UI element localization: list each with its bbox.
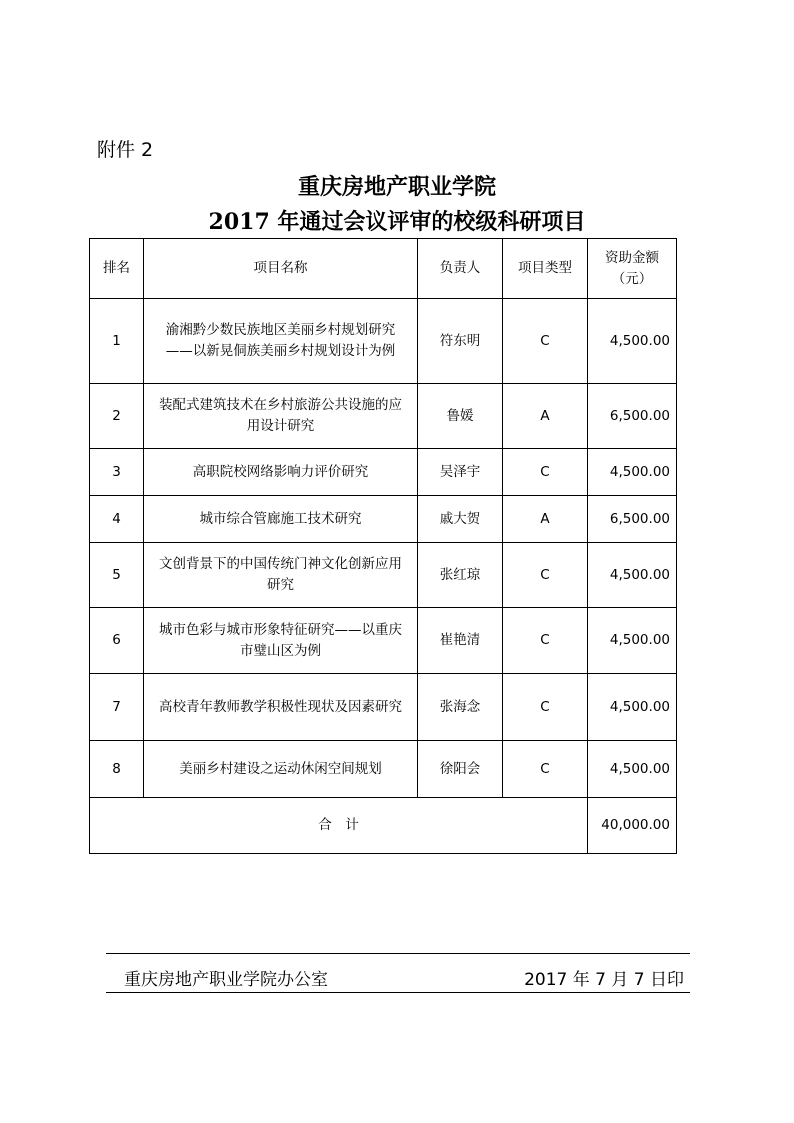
- table-header-row: [90, 239, 677, 299]
- type-cell: C: [503, 741, 588, 798]
- type-cell: C: [503, 543, 588, 608]
- project-name-cell: 高校青年教师教学积极性现状及因素研究: [144, 674, 418, 741]
- header-leader: 负责人: [418, 239, 503, 299]
- leader-cell: 张海念: [418, 674, 503, 741]
- leader-cell: 符东明: [418, 299, 503, 384]
- table-row: [90, 543, 677, 608]
- rank-cell: 2: [90, 384, 144, 449]
- project-name-cell: 渝湘黔少数民族地区美丽乡村规划研究——以新晃侗族美丽乡村规划设计为例: [144, 299, 418, 384]
- leader-cell: 崔艳清: [418, 608, 503, 674]
- amount-cell: 4,500.00: [588, 299, 677, 384]
- leader-cell: 徐阳会: [418, 741, 503, 798]
- type-cell: C: [503, 299, 588, 384]
- rank-cell: 8: [90, 741, 144, 798]
- document-title: 重庆房地产职业学院: [297, 174, 496, 200]
- amount-cell: 6,500.00: [588, 496, 677, 543]
- table-row: [90, 741, 677, 798]
- rank-cell: 6: [90, 608, 144, 674]
- amount-cell: 4,500.00: [588, 543, 677, 608]
- type-cell: C: [503, 608, 588, 674]
- amount-cell: 4,500.00: [588, 608, 677, 674]
- table-row: [90, 496, 677, 543]
- amount-cell: 4,500.00: [588, 449, 677, 496]
- total-row: [90, 798, 677, 854]
- rank-cell: 1: [90, 299, 144, 384]
- projects-table: [89, 238, 677, 854]
- table-row: [90, 384, 677, 449]
- rank-cell: 4: [90, 496, 144, 543]
- project-name-cell: 装配式建筑技术在乡村旅游公共设施的应用设计研究: [144, 384, 418, 449]
- table-row: [90, 608, 677, 674]
- leader-cell: 鲁媛: [418, 384, 503, 449]
- rank-cell: 5: [90, 543, 144, 608]
- rank-cell: 7: [90, 674, 144, 741]
- leader-cell: 戚大贺: [418, 496, 503, 543]
- footer-date: 2017 年 7 月 7 日印: [524, 970, 684, 990]
- table-row: [90, 449, 677, 496]
- total-label: 合 计: [90, 798, 588, 854]
- type-cell: A: [503, 384, 588, 449]
- footer: [106, 953, 690, 993]
- header-type: 项目类型: [503, 239, 588, 299]
- total-amount: 40,000.00: [588, 798, 677, 854]
- header-rank: 排名: [90, 239, 144, 299]
- project-name-cell: 城市综合管廊施工技术研究: [144, 496, 418, 543]
- attachment-label: 附件 2: [97, 139, 154, 161]
- project-name-cell: 美丽乡村建设之运动休闲空间规划: [144, 741, 418, 798]
- project-name-cell: 文创背景下的中国传统门神文化创新应用研究: [144, 543, 418, 608]
- header-amount: 资助金额（元）: [588, 239, 677, 299]
- type-cell: A: [503, 496, 588, 543]
- project-name-cell: 高职院校网络影响力评价研究: [144, 449, 418, 496]
- footer-office: 重庆房地产职业学院办公室: [124, 970, 328, 990]
- amount-cell: 6,500.00: [588, 384, 677, 449]
- table-row: [90, 299, 677, 384]
- amount-cell: 4,500.00: [588, 741, 677, 798]
- rank-cell: 3: [90, 449, 144, 496]
- project-name-cell: 城市色彩与城市形象特征研究——以重庆市璧山区为例: [144, 608, 418, 674]
- type-cell: C: [503, 449, 588, 496]
- leader-cell: 吴泽宇: [418, 449, 503, 496]
- leader-cell: 张红琼: [418, 543, 503, 608]
- amount-cell: 4,500.00: [588, 674, 677, 741]
- header-project-name: 项目名称: [144, 239, 418, 299]
- document-subtitle: 2017 年通过会议评审的校级科研项目: [208, 209, 586, 235]
- table-row: [90, 674, 677, 741]
- type-cell: C: [503, 674, 588, 741]
